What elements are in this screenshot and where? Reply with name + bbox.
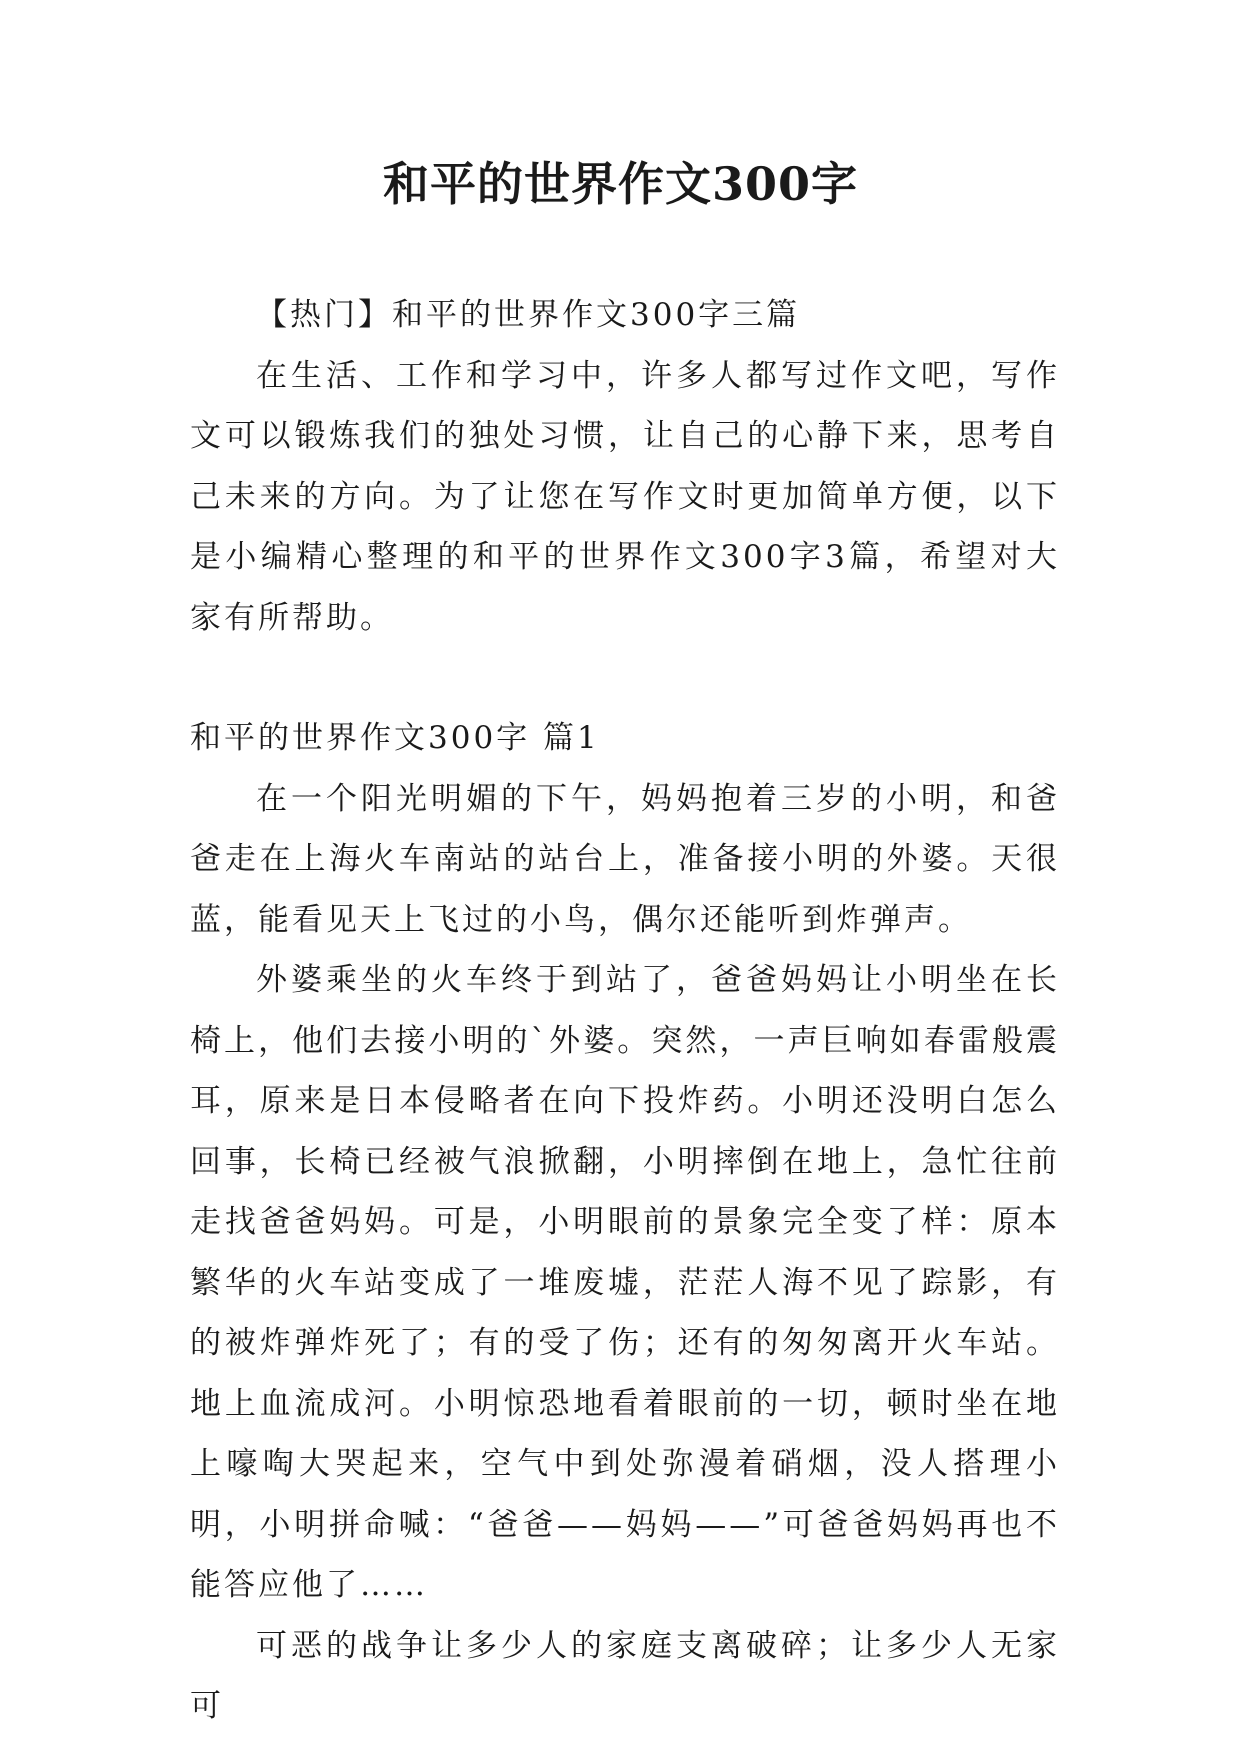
document-body	[190, 285, 1060, 1737]
section-spacer	[190, 648, 1060, 708]
document-title: 和平的世界作文300字	[382, 157, 859, 211]
section-heading: 和平的世界作文300字 篇1	[190, 720, 600, 756]
body-paragraph-2: 外婆乘坐的火车终于到站了，爸爸妈妈让小明坐在长椅上，他们去接小明的`外婆。突然，一声巨响如春雷般震耳，原来是日本侵略者在向下投炸药。小明还没明白怎么回事，长椅已经被气浪掀翻，小明摔倒在地上，急忙往前走找爸爸妈妈。可是，小明眼前的景象完全变了样：原本繁华的火车站变成了一堆废墟，茫茫人海不见了踪影，有的被炸弹炸死了；有的受了伤；还有的匆匆离开火车站。地上血流成河。小明惊恐地看着眼前的一切，顿时坐在地上嚎啕大哭起来，空气中到处弥漫着硝烟，没人搭理小明，小明拼命喊：“爸爸——妈妈——”可爸爸妈妈再也不能答应他了……	[190, 962, 1060, 1603]
intro-paragraph: 在生活、工作和学习中，许多人都写过作文吧，写作文可以锻炼我们的独处习惯，让自己的心静下来，思考自己未来的方向。为了让您在写作文时更加简单方便，以下是小编精心整理的和平的世界作文300字3篇，希望对大家有所帮助。	[190, 357, 1060, 636]
body-paragraph-1: 在一个阳光明媚的下午，妈妈抱着三岁的小明，和爸爸走在上海火车南站的站台上，准备接小明的外婆。天很蓝，能看见天上飞过的小鸟，偶尔还能听到炸弹声。	[190, 780, 1060, 938]
subtitle-line: 【热门】和平的世界作文300字三篇	[256, 297, 801, 333]
body-paragraph-3: 可恶的战争让多少人的家庭支离破碎；让多少人无家可	[190, 1627, 1060, 1724]
